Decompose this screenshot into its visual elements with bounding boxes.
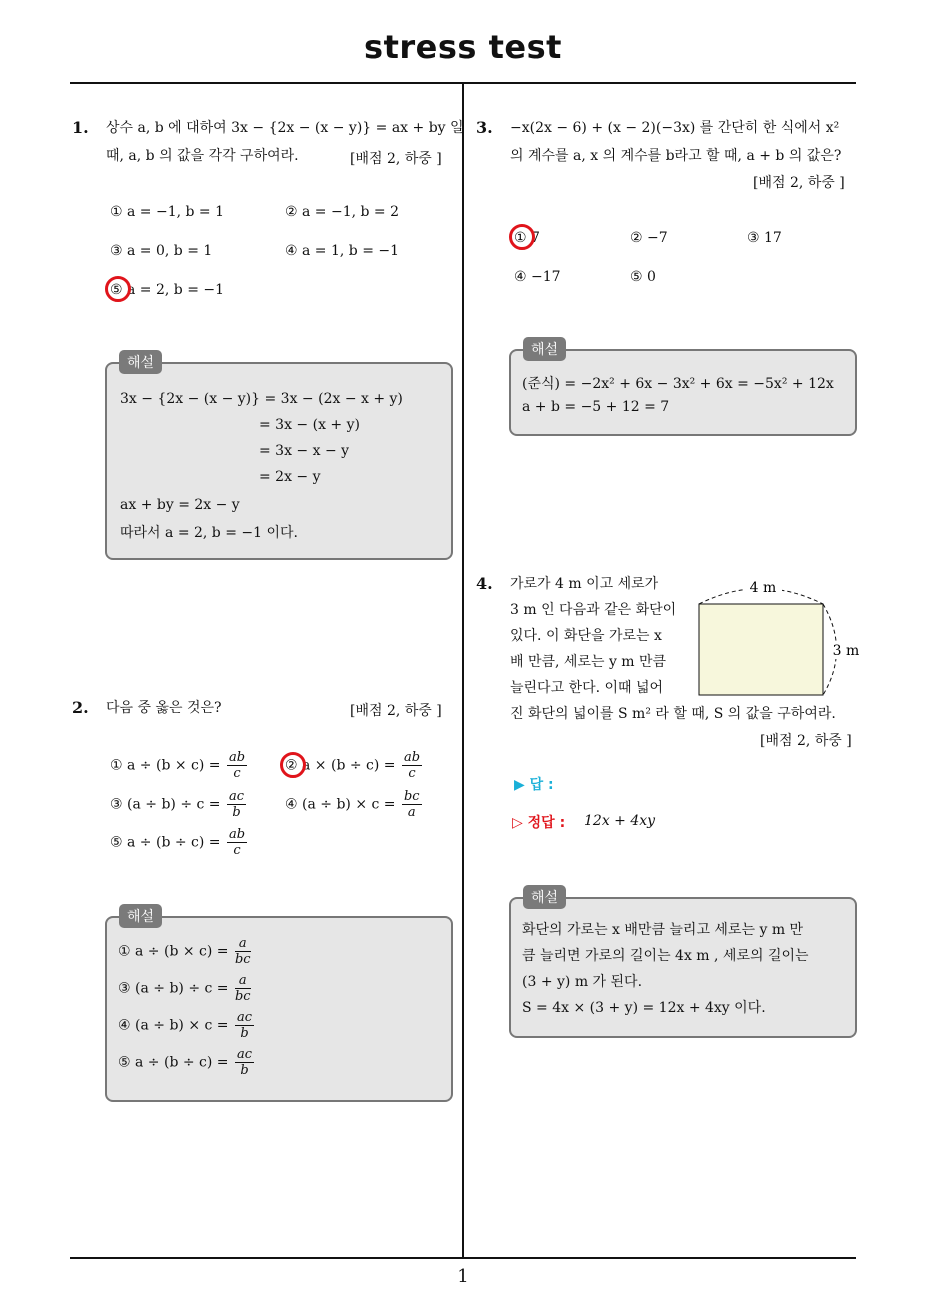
answer-label: ▶ 답 : [514,777,554,793]
q3-option-3[interactable]: ③ 17 [747,230,782,246]
q2-option-3[interactable]: ③ (a ÷ b) ÷ c = $\frac{ac}{b}$ [110,789,245,820]
q1-option-1[interactable]: ① a = −1, b = 1 [110,204,225,220]
q4-solution-line: 화단의 가로는 x 배만큼 늘리고 세로는 y m 만 [522,922,804,938]
q1-solution-line: 따라서 a = 2, b = −1 이다. [120,525,298,541]
q1-solution-line: ax + by = 2x − y [120,497,240,513]
q3-solution-line: a + b = −5 + 12 = 7 [522,399,670,415]
q2-solution-line: ③ (a ÷ b) ÷ c = $\frac{a}{bc}$ [118,973,251,1004]
q4-meta: [배점 2, 하중 ] [760,733,852,749]
q2-solution-line: ① a ÷ (b × c) = $\frac{a}{bc}$ [118,936,251,967]
q4-text-line: 진 화단의 넓이를 S m² 라 할 때, S 의 값을 구하여라. [510,706,836,722]
q4-text-line: 가로가 4 m 이고 세로가 [510,576,659,592]
q2-option-1[interactable]: ① a ÷ (b × c) = $\frac{ab}{c}$ [110,750,246,781]
q2-text: 다음 중 옳은 것은? [106,700,222,716]
q1-option-5[interactable]: ⑤ a = 2, b = −1 [110,282,225,298]
q3-option-1[interactable]: ① 7 [514,230,540,246]
q1-solution-line: = 3x − (x + y) [259,417,360,433]
q3-option-4[interactable]: ④ −17 [514,269,561,285]
q2-option-2[interactable]: ② a × (b ÷ c) = $\frac{ab}{c}$ [285,750,421,781]
q1-option-3[interactable]: ③ a = 0, b = 1 [110,243,213,259]
q2-meta: [배점 2, 하중 ] [350,703,442,719]
q1-text-line1: 상수 a, b 에 대하여 3x − {2x − (x − y)} = ax + by 일 [106,120,464,136]
q3-text-line1: −x(2x − 6) + (x − 2)(−3x) 를 간단히 한 식에서 x² [510,120,840,136]
q4-solution-tag: 해설 [523,885,566,909]
column-divider [462,83,464,1258]
q2-number: 2. [72,698,89,717]
q1-meta: [배점 2, 하중 ] [350,151,442,167]
q1-solution-line: = 2x − y [259,469,321,485]
q4-solution-line: S = 4x × (3 + y) = 12x + 4xy 이다. [522,1000,766,1016]
q3-option-2[interactable]: ② −7 [630,230,668,246]
page-number: 1 [457,1266,469,1287]
q2-solution-line: ④ (a ÷ b) × c = $\frac{ac}{b}$ [118,1010,253,1041]
q3-number: 3. [476,118,493,137]
q3-text-line2: 의 계수를 a, x 의 계수를 b라고 할 때, a + b 의 값은? [510,148,842,164]
q2-option-4[interactable]: ④ (a ÷ b) × c = $\frac{bc}{a}$ [285,789,420,820]
q3-solution-line: (준식) = −2x² + 6x − 3x² + 6x = −5x² + 12x [522,376,834,392]
q1-selected-mark [105,276,131,302]
correct-answer-label: ▷ 정답 : [512,815,566,831]
q3-meta: [배점 2, 하중 ] [753,175,845,191]
q4-solution-line: 큼 늘리면 가로의 길이는 4x m , 세로의 길이는 [522,948,809,964]
q4-solution-line: (3 + y) m 가 된다. [522,974,643,990]
height-label: 3 m [832,643,860,659]
q4-text-line: 3 m 인 다음과 같은 화단이 [510,602,677,618]
q4-text-line: 배 만큼, 세로는 y m 만큼 [510,654,667,670]
q2-solution-tag: 해설 [119,904,162,928]
q4-text-line: 늘린다고 한다. 이때 넓어 [510,680,664,696]
q3-option-5[interactable]: ⑤ 0 [630,269,656,285]
q2-option-5[interactable]: ⑤ a ÷ (b ÷ c) = $\frac{ab}{c}$ [110,827,246,858]
width-label: 4 m [749,580,777,596]
q1-option-4[interactable]: ④ a = 1, b = −1 [285,243,400,259]
q2-selected-mark [280,752,306,778]
page-title: stress test [364,28,562,66]
q1-number: 1. [72,118,89,137]
q2-solution-line: ⑤ a ÷ (b ÷ c) = $\frac{ac}{b}$ [118,1047,253,1078]
q4-text-line: 있다. 이 화단을 가로는 x [510,628,662,644]
footer-rule [70,1257,856,1259]
q3-selected-mark [509,224,535,250]
q1-solution-line: = 3x − x − y [259,443,350,459]
garden-rectangle [699,604,823,695]
q4-number: 4. [476,574,493,593]
q1-solution-line: 3x − {2x − (x − y)} = 3x − (2x − x + y) [120,391,403,407]
q1-text-line2: 때, a, b 의 값을 각각 구하여라. [106,148,299,164]
q1-solution-tag: 해설 [119,350,162,374]
q1-option-2[interactable]: ② a = −1, b = 2 [285,204,400,220]
q4-garden-figure [690,575,860,705]
correct-answer-value: 12x + 4xy [584,813,656,829]
q3-solution-tag: 해설 [523,337,566,361]
